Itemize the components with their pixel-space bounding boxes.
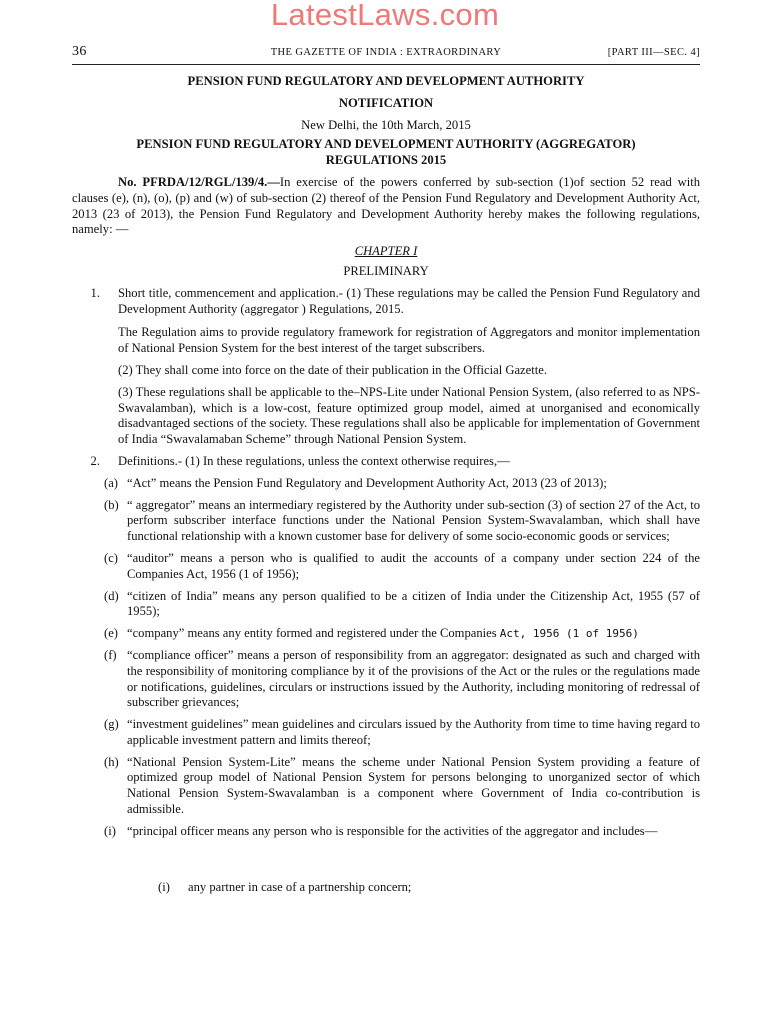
paragraph-aim: The Regulation aims to provide regulatory framework for registration of Aggregators and monitor implementation of National Pension System for the best interest of the target subscribers.	[118, 325, 700, 356]
clause-label: (i)	[104, 823, 116, 838]
clause-label: (f)	[104, 647, 117, 662]
clause-text: “citizen of India” means any person qualified to be a citizen of India under the Citizenship Act, 1955 (57 of 1955);	[127, 588, 700, 619]
regulations-title: PENSION FUND REGULATORY AND DEVELOPMENT AUTHORITY (AGGREGATOR) REGULATIONS 2015	[136, 137, 636, 168]
definition-e	[72, 626, 700, 642]
section-2	[72, 454, 700, 470]
preamble-text: In exercise of the powers conferred by sub-section (1)of section 52 read with clauses (e), (n), (o), (p) and (w) of sub-section (2) thereof of the Pension Fund Regulatory and Development Authority Act, 2013 (23 of 2013), the Pension Fund Regulatory and Development Authority hereby makes the following regulations, namely: —	[72, 174, 700, 237]
sub-item-i	[72, 880, 700, 896]
section-number: 1.	[90, 285, 100, 300]
clause-text: “investment guidelines” mean guidelines and circulars issued by the Authority from time to time having regard to applicable investment pattern and limits thereof;	[127, 717, 700, 747]
authority-heading: PENSION FUND REGULATORY AND DEVELOPMENT AUTHORITY	[187, 74, 585, 88]
definition-g	[72, 717, 700, 749]
clause-text-tail: Act, 1956 (1 of 1956)	[499, 627, 639, 641]
chapter-label: CHAPTER I	[354, 244, 418, 259]
sub-item-text: any partner in case of a partnership concern;	[188, 879, 412, 894]
definition-c	[72, 551, 700, 583]
page-number: 36	[72, 44, 87, 59]
preamble	[72, 175, 700, 238]
definition-a	[72, 476, 700, 492]
chapter-number	[72, 244, 700, 260]
clause-label: (c)	[104, 550, 118, 565]
definition-b	[72, 498, 700, 545]
clause-label: (g)	[104, 717, 119, 732]
clause-label: (a)	[104, 475, 118, 490]
definition-d	[72, 589, 700, 621]
notification-number: No. PFRDA/12/RGL/139/4.—	[118, 174, 280, 189]
paragraph-2: (2) They shall come into force on the date of their publication in the Official Gazette.	[118, 362, 547, 377]
part-section: [PART III—SEC. 4]	[607, 47, 700, 58]
clause-label: (d)	[104, 588, 119, 603]
section-text: Short title, commencement and application.- (1) These regulations may be called the Pension Fund Regulatory and Development Authority (aggregator ) Regulations, 2015.	[118, 285, 700, 316]
chapter-title: PRELIMINARY	[343, 263, 429, 278]
document-body	[72, 74, 700, 895]
section-number: 2.	[90, 453, 100, 468]
notification-heading: NOTIFICATION	[338, 95, 434, 110]
section-text: Definitions.- (1) In these regulations, unless the context otherwise requires,—	[118, 453, 510, 468]
running-header	[72, 44, 700, 65]
gazette-title: THE GAZETTE OF INDIA : EXTRAORDINARY	[270, 47, 502, 58]
clause-label: (h)	[104, 754, 119, 769]
clause-text: “auditor” means a person who is qualified to audit the accounts of a company under section 224 of the Companies Act, 1956 (1 of 1956);	[127, 550, 700, 581]
definition-h	[72, 755, 700, 818]
clause-text: “compliance officer” means a person of responsibility from an aggregator: designated as such and charged with the responsibility of monitoring compliance by it of the provisions of the Act or the rules or the regulations made or notifications, guidelines, circulars or instructions issued by the Authority, including monitoring of redressal of subscriber grievances;	[127, 647, 700, 710]
clause-text	[127, 626, 700, 642]
section-1	[72, 286, 700, 318]
place-date: New Delhi, the 10th March, 2015	[301, 117, 471, 132]
clause-text: “National Pension System-Lite” means the scheme under National Pension System providing a feature of optimized group model of National Pension System for persons belonging to unorganized sector of which National Pension System-Swavalamban is a component where Government of India co-contribution is admissible.	[127, 754, 700, 817]
clause-label: (b)	[104, 497, 119, 512]
definition-f	[72, 648, 700, 711]
paragraph-3: (3) These regulations shall be applicable to the–NPS-Lite under National Pension System, (also referred to as NPS-Swavalamban), which is a low-cost, feature optimized group model, aimed at unorganised and economically disadvantaged sections of the society. These regulations shall also be applicable for implementation of Government of India “Swavalamaban Scheme” through National Pension System.	[118, 384, 700, 447]
clause-text: “Act” means the Pension Fund Regulatory and Development Authority Act, 2013 (23 of 2013);	[127, 475, 607, 490]
clause-text-main: “company” means any entity formed and registered under the Companies	[127, 626, 500, 641]
clause-label: (e)	[104, 626, 118, 641]
clause-text: “principal officer means any person who is responsible for the activities of the aggregator and includes—	[127, 823, 658, 838]
clause-text: “ aggregator” means an intermediary registered by the Authority under sub-section (3) of section 27 of the Act, to perform subscriber interface functions under the National Pension System-Swavalamban, which shall have functional relationship with a known customer base for delivery of some socio-economic goods or services;	[127, 497, 700, 544]
sub-item-label: (i)	[158, 879, 170, 894]
watermark: LatestLaws.com	[270, 0, 500, 32]
definition-i	[72, 824, 700, 840]
